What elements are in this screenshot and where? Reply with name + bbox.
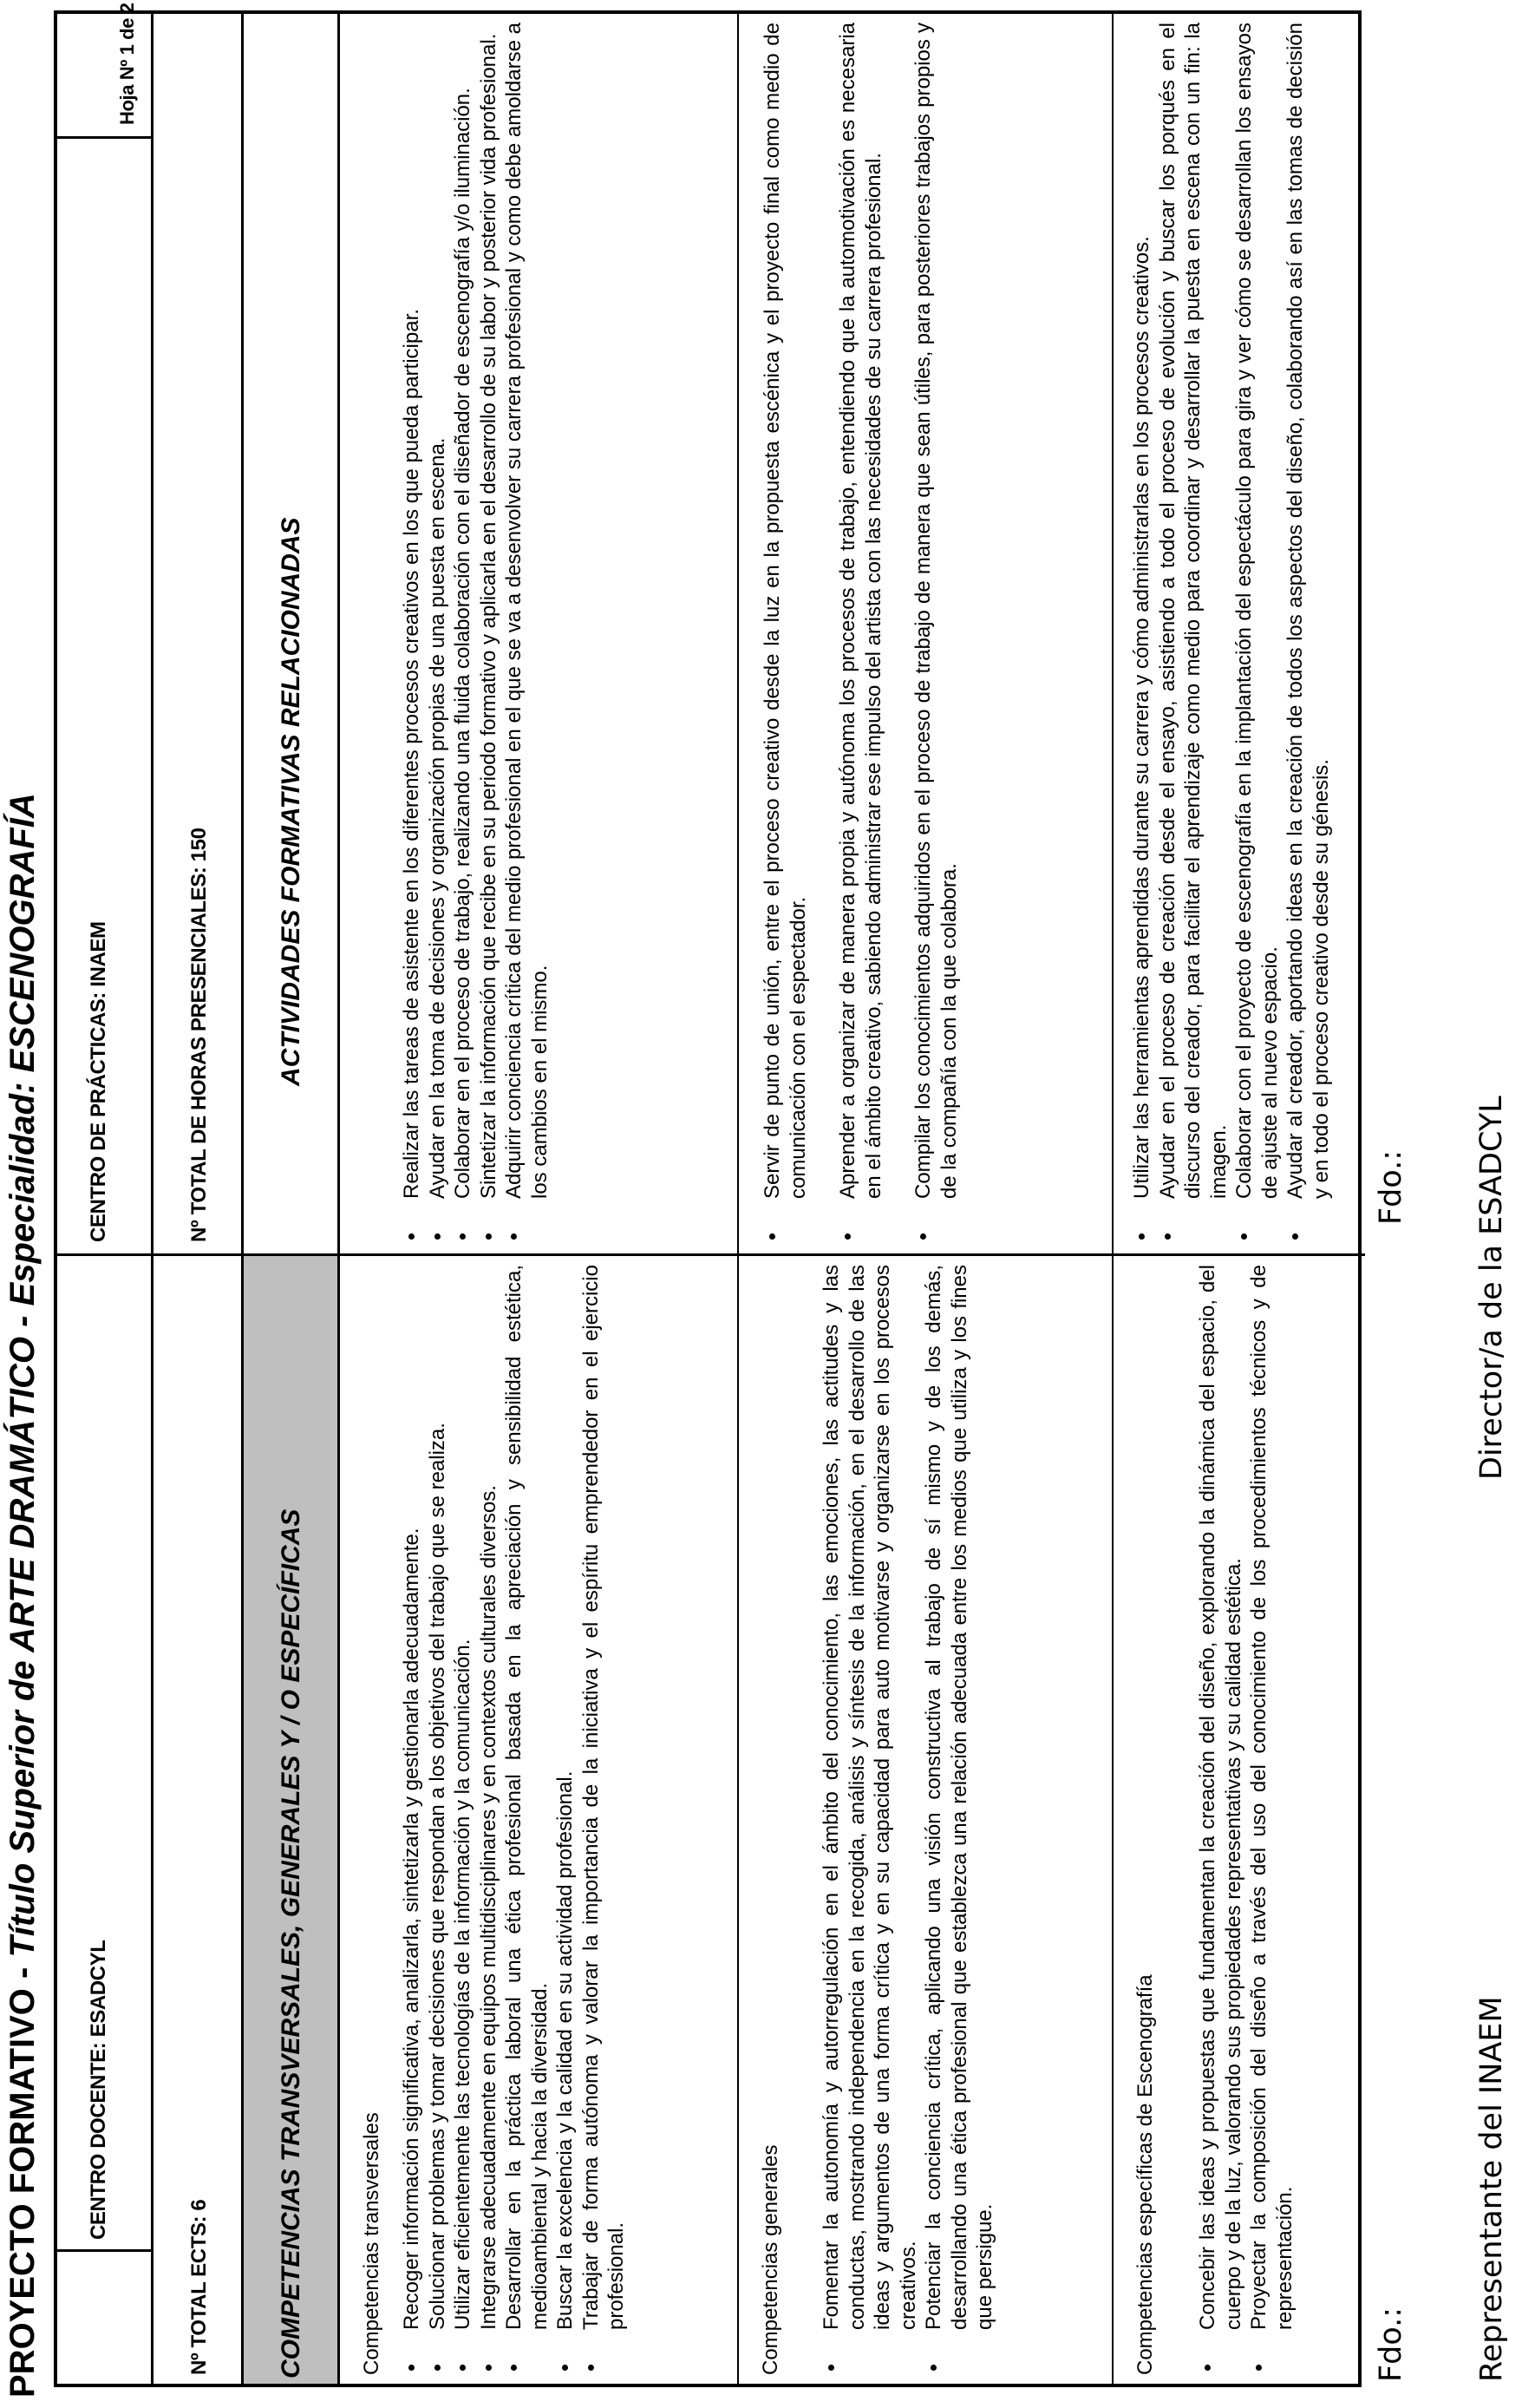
divider	[737, 14, 739, 2384]
centro-docente: CENTRO DOCENTE: ESADCYL	[87, 1940, 110, 2240]
col-title-competencias: COMPETENCIAS TRANSVERSALES, GENERALES Y / O ESPECÍFICAS	[277, 1508, 305, 2379]
list-item: • Sintetizar la información que recibe en su periodo formativo y aplicarla en el desarrollo de su labor y posterior vida profesional.	[476, 23, 502, 1244]
hoja-numero: Hoja Nº 1 de 2	[116, 3, 138, 125]
divider	[57, 1253, 241, 1256]
section-especificas-actividades	[1129, 23, 1334, 1244]
list-item: • Integrarse adecuadamente en equipos multidisciplinares y en contextos culturales diversos.	[476, 1265, 502, 2375]
list-item: • Servir de punto de unión, entre el proceso creativo desde la luz en la propuesta escénica y el proyecto final como medio de comunicación con el espectador.	[760, 23, 811, 1244]
divider	[1112, 14, 1114, 2384]
divider	[241, 1253, 1365, 1256]
competencias-list	[1195, 1265, 1297, 2375]
section-label: Competencias generales	[759, 2144, 782, 2375]
section-generales-actividades	[760, 23, 962, 1244]
section-generales-competencias	[758, 1265, 998, 2375]
list-item: • Ayudar en el proceso de creación desde el ensayo, asistiendo a todo el proceso de evolución y buscar los porqués en el discurso del creador, para facilitar el aprendizaje como medio para coordinar y desarrollar la puesta en escena con un fin: la imagen.	[1155, 23, 1232, 1244]
list-item: • Colaborar con el proyecto de escenografía en la implantación del espectáculo para gira y ver cómo se desarrollan los ensayos de ajuste al nuevo espacio.	[1231, 23, 1283, 1244]
list-item: • Recoger información significativa, analizarla, sintetizarla y gestionarla adecuadamente.	[399, 1265, 425, 2375]
section-especificas-competencias	[1133, 1265, 1297, 2375]
list-item: • Adquirir conciencia crítica del medio profesional en el que se va a desenvolver su carrera profesional y como debe amoldarse a los cambios en el mismo.	[501, 23, 552, 1244]
list-item: • Proyectar la composición del diseño a través del uso del conocimiento de los procedimientos técnicos y de representación.	[1246, 1265, 1297, 2375]
list-item: • Ayudar al creador, aportando ideas en la creación de todos los aspectos del diseño, colaborando así en las tomas de decisión y en todo el proceso creativo desde su génesis.	[1283, 23, 1334, 1244]
section-label: Competencias específicas de Escenografía	[1133, 1974, 1157, 2375]
list-item: • Utilizar las herramientas aprendidas durante su carrera y cómo administrarlas en los procesos creativos.	[1129, 23, 1155, 1244]
total-horas: Nº TOTAL DE HORAS PRESENCIALES: 150	[187, 828, 211, 1242]
divider	[57, 2249, 153, 2252]
actividades-list	[760, 23, 962, 1244]
actividades-list	[399, 23, 552, 1244]
list-item: • Buscar la excelencia y la calidad en su actividad profesional.	[552, 1265, 578, 2375]
section-transversales-competencias	[359, 1265, 630, 2375]
competencias-list	[399, 1265, 630, 2375]
column-header-competencias	[241, 1253, 340, 2384]
section-label: Competencias transversales	[360, 2112, 383, 2375]
col-title-actividades: ACTIVIDADES FORMATIVAS RELACIONADAS	[277, 517, 305, 1086]
list-item: • Trabajar de forma autónoma y valorar la importancia de la iniciativa y el espíritu emprendedor en el ejercicio profesional.	[578, 1265, 630, 2375]
competencias-list	[819, 1265, 998, 2375]
divider	[151, 14, 154, 2384]
list-item: • Ayudar en la toma de decisiones y organización propias de una puesta en escena.	[425, 23, 451, 1244]
list-item: • Aprender a organizar de manera propia y autónoma los procesos de trabajo, entendiendo que la automotivación es necesaria en el ámbito creativo, sabiendo administrar ese impulso del artista con las necesidades de su carrera profesional.	[835, 23, 886, 1244]
document-title	[3, 793, 42, 2398]
list-item: • Potenciar la conciencia crítica, aplicando una visión constructiva al trabajo de sí mismo y de los demás, desarrollando una ética profesional que establezca una relación adecuada entre los medios que utiliza y los fines que persigue.	[921, 1265, 998, 2375]
signature-fdo-inaem: Fdo.:	[1374, 2307, 1408, 2382]
title-prefix: PROYECTO FORMATIVO -	[3, 1957, 42, 2398]
list-item: • Concebir las ideas y propuestas que fundamentan la creación del diseño, explorando la dinámica del espacio, del cuerpo y de la luz, valorando sus propiedades representativas y su calidad estética.	[1195, 1265, 1246, 2375]
total-ects: Nº TOTAL ECTS: 6	[187, 2199, 211, 2375]
list-item: • Colaborar en el proceso de trabajo, realizando una fluida colaboración con el diseñador de escenografía y/o iluminación.	[450, 23, 476, 1244]
actividades-list	[1129, 23, 1334, 1244]
list-item: • Realizar las tareas de asistente en los diferentes procesos creativos en los que pueda participar.	[399, 23, 425, 1244]
title-degree: Título Superior de ARTE DRAMÁTICO - Especialidad: ESCENOGRAFÍA	[3, 793, 42, 1958]
list-item: • Fomentar la autonomía y autorregulación en el ámbito del conocimiento, las emociones, las actitudes y las conductas, mostrando independencia en la recogida, análisis y síntesis de la información, en el desarrollo de las ideas y argumentos de una forma crítica y en su capacidad para auto motivarse y organizarse en los procesos creativos.	[819, 1265, 921, 2375]
divider	[57, 136, 153, 139]
signature-role-inaem: Representante del INAEM	[1474, 1996, 1509, 2382]
section-transversales-actividades	[399, 23, 552, 1244]
list-item: • Compilar los conocimientos adquiridos en el proceso de trabajo de manera que sean útiles, para posteriores trabajos propios y de la compañía con la que colabora.	[911, 23, 962, 1244]
signature-role-esadcyl: Director/a de la ESADCYL	[1474, 1096, 1509, 1480]
list-item: • Solucionar problemas y tomar decisiones que respondan a los objetivos del trabajo que se realiza.	[425, 1265, 451, 2375]
centro-practicas: CENTRO DE PRÁCTICAS: INAEM	[87, 921, 110, 1242]
column-header-actividades	[241, 14, 340, 1256]
list-item: • Desarrollar en la práctica laboral una ética profesional basada en la apreciación y sensibilidad estética, medioambiental y hacia la diversidad.	[501, 1265, 552, 2375]
list-item: • Utilizar eficientemente las tecnologías de la información y la comunicación.	[450, 1265, 476, 2375]
form-table	[54, 3, 1362, 2387]
signature-fdo-esadcyl: Fdo.:	[1374, 1149, 1408, 1225]
